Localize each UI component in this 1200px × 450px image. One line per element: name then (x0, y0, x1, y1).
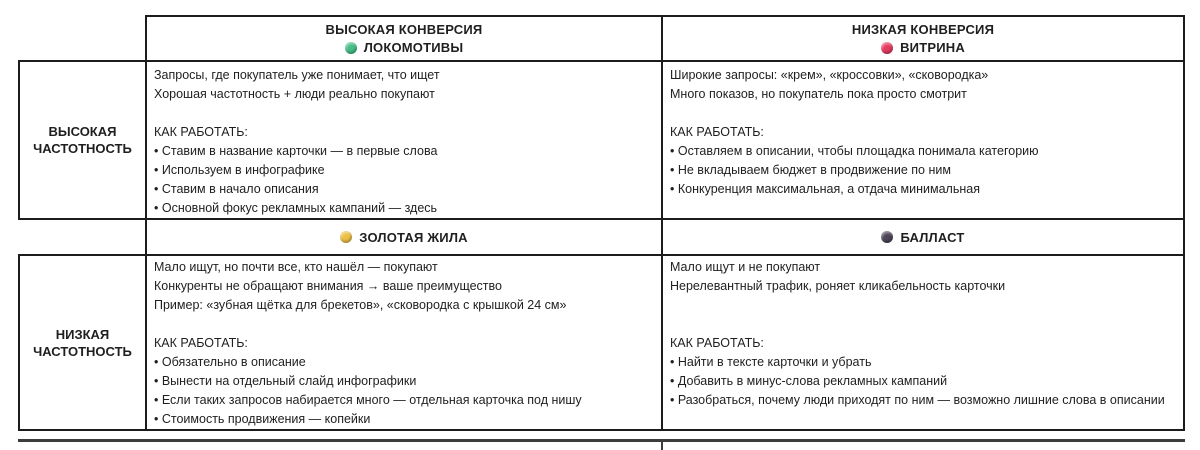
locomotives-title: ЛОКОМОТИВЫ (363, 40, 464, 55)
header-band-conversion (19, 16, 1184, 61)
yellow-circle-icon (340, 231, 352, 243)
next-row-column-divider (661, 442, 663, 450)
high-conversion-label: ВЫСОКАЯ КОНВЕРСИЯ (325, 22, 483, 37)
gold-vein-title: ЗОЛОТАЯ ЖИЛА (359, 229, 468, 245)
text-line: Конкуренты не обращают внимания → ваше преимущество (154, 279, 502, 293)
ballast-intro (670, 258, 1177, 334)
low-conversion-label: НИЗКАЯ КОНВЕРСИЯ (851, 22, 995, 37)
green-circle-icon (345, 42, 357, 54)
text-line: Мало ищут и не покупают (670, 260, 821, 274)
text-line: Широкие запросы: «крем», «кроссовки», «сковородка» (670, 68, 989, 82)
quadrant-locomotives-cell (146, 61, 662, 219)
bullet-line: • Добавить в минус-слова рекламных кампаний (670, 374, 948, 388)
red-circle-icon (881, 42, 893, 54)
vitrina-title: ВИТРИНА (900, 40, 965, 55)
bullet-line: • Вынести на отдельный слайд инфографики (154, 374, 417, 388)
text-line: Хорошая частотность + люди реально покупают (154, 87, 435, 101)
corner-spacer (19, 219, 146, 255)
row-low-frequency (19, 255, 1184, 430)
high-frequency-label: ВЫСОКАЯ ЧАСТОТНОСТЬ (19, 61, 146, 219)
text-line: Много показов, но покупатель пока просто смотрит (670, 87, 967, 101)
matrix-table (18, 15, 1185, 431)
ballast-bullets (670, 353, 1177, 410)
bullet-line: • Не вкладываем бюджет в продвижение по ним (670, 163, 951, 177)
gold-vein-bullets (154, 353, 655, 429)
locomotives-intro (154, 66, 655, 123)
bullet-line: • Оставляем в описании, чтобы площадка понимала категорию (670, 144, 1039, 158)
vitrina-intro (670, 66, 1177, 123)
quadrant-vitrina-cell (662, 61, 1184, 219)
bullet-line: • Основной фокус рекламных кампаний — здесь (154, 201, 438, 215)
text-line: Мало ищут, но почти все, кто нашёл — покупают (154, 260, 438, 274)
vitrina-how-label: КАК РАБОТАТЬ: (670, 125, 764, 139)
locomotives-how-label: КАК РАБОТАТЬ: (154, 125, 248, 139)
header-gold-vein (146, 219, 662, 255)
locomotives-bullets (154, 142, 655, 218)
header-low-conversion (662, 16, 1184, 61)
quadrant-ballast-cell (662, 255, 1184, 430)
header-ballast (662, 219, 1184, 255)
row-high-frequency (19, 61, 1184, 219)
text-line: Пример: «зубная щётка для брекетов», «сковородка с крышкой 24 см» (154, 298, 567, 312)
next-row-cutoff-border (18, 439, 1185, 442)
bullet-line: • Если таких запросов набирается много — отдельная карточка под нишу (154, 393, 582, 407)
ballast-how-label: КАК РАБОТАТЬ: (670, 336, 764, 350)
bullet-line: • Обязательно в описание (154, 355, 306, 369)
bullet-line: • Конкуренция максимальная, а отдача минимальная (670, 182, 980, 196)
gold-vein-intro (154, 258, 655, 334)
corner-spacer (19, 16, 146, 61)
bullet-line: • Стоимость продвижения — копейки (154, 412, 371, 426)
text-line: Нерелевантный трафик, роняет кликабельность карточки (670, 279, 1006, 293)
ballast-title: БАЛЛАСТ (900, 229, 965, 245)
dark-circle-icon (881, 231, 893, 243)
bullet-line: • Ставим в название карточки — в первые слова (154, 144, 438, 158)
gold-vein-how-label: КАК РАБОТАТЬ: (154, 336, 248, 350)
low-frequency-label: НИЗКАЯ ЧАСТОТНОСТЬ (19, 255, 146, 430)
header-high-conversion (146, 16, 662, 61)
bullet-line: • Ставим в начало описания (154, 182, 319, 196)
bullet-line: • Разобраться, почему люди приходят по ним — возможно лишние слова в описании (670, 393, 1165, 407)
header-band-quadrants (19, 219, 1184, 255)
bullet-line: • Найти в тексте карточки и убрать (670, 355, 872, 369)
quadrant-gold-vein-cell (146, 255, 662, 430)
text-line: Запросы, где покупатель уже понимает, что ищет (154, 68, 440, 82)
bullet-line: • Используем в инфографике (154, 163, 325, 177)
vitrina-bullets (670, 142, 1177, 199)
